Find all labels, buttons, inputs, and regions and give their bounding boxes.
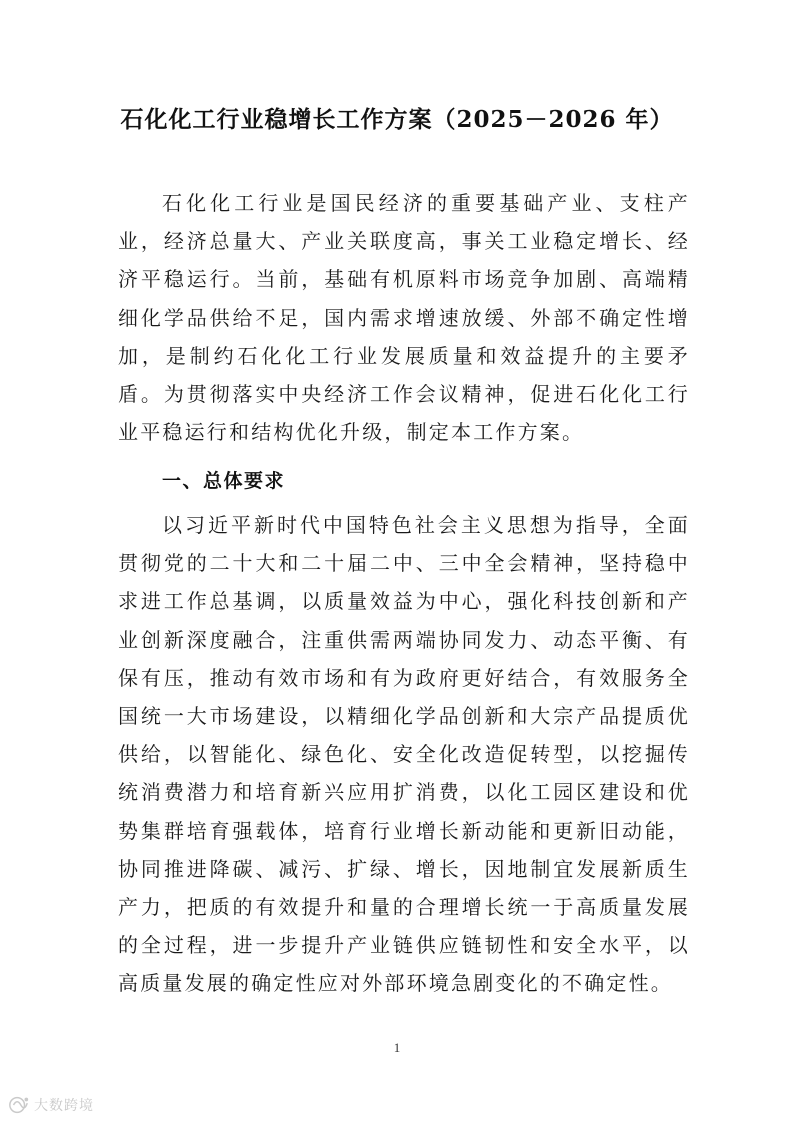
intro-paragraph: 石化化工行业是国民经济的重要基础产业、支柱产业，经济总量大、产业关联度高，事关工业稳定增长、经济平稳运行。当前，基础有机原料市场竞争加剧、高端精细化学品供给不足，国内需求增速放缓、外部不确定性增加，是制约石化化工行业发展质量和效益提升的主要矛盾。为贯彻落实中央经济工作会议精神，促进石化化工行业平稳运行和结构优化升级，制定本工作方案。 (118, 191, 690, 445)
section-paragraph: 以习近平新时代中国特色社会主义思想为指导，全面贯彻党的二十大和二十届二中、三中全会精神，坚持稳中求进工作总基调，以质量效益为中心，强化科技创新和产业创新深度融合，注重供需两端协同发力、动态平衡、有保有压，推动有效市场和有为政府更好结合，有效服务全国统一大市场建设，以精细化学品创新和大宗产品提质优供给，以智能化、绿色化、安全化改造促转型，以挖掘传统消费潜力和培育新兴应用扩消费，以化工园区建设和优势集群培育强载体，培育行业增长新动能和更新旧动能，协同推进降碳、减污、扩绿、增长，因地制宜发展新质生产力，把质的有效提升和量的合理增长统一于高质量发展的全过程，进一步提升产业链供应链韧性和安全水平，以高质量发展的确定性应对外部环境急剧变化的不确定性。 (118, 513, 690, 996)
section-heading: 一、总体要求 (162, 470, 286, 492)
page-number: 1 (393, 1040, 401, 1055)
watermark (8, 1094, 94, 1116)
brand-logo-icon (8, 1094, 30, 1116)
document-title: 石化化工行业稳增长工作方案（2025－2026 年） (120, 106, 674, 133)
watermark-text: 大数跨境 (34, 1098, 94, 1114)
